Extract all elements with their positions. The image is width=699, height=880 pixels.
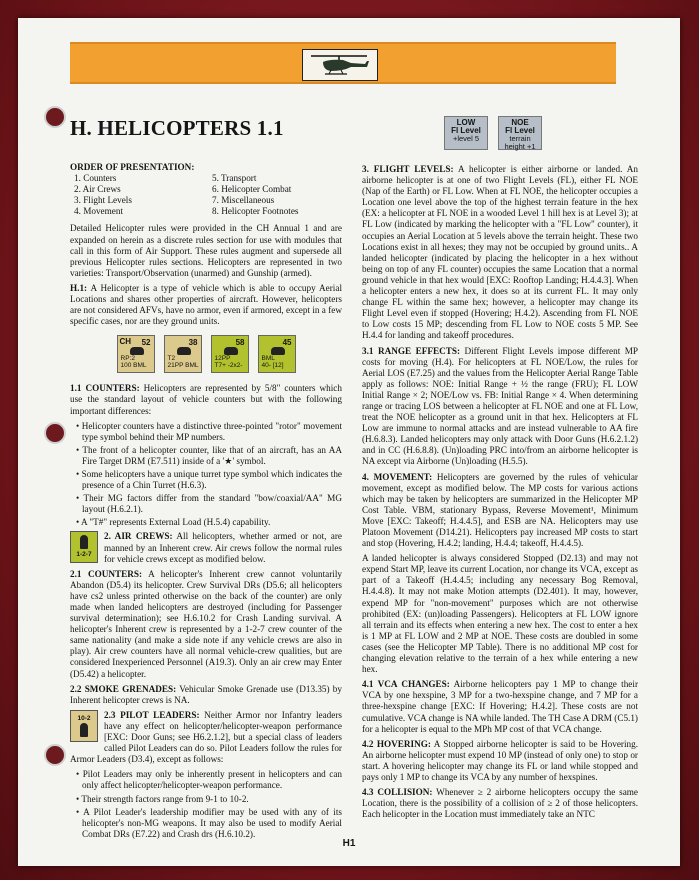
counter-stat: 40- (261, 362, 271, 370)
fl-noe-line1: NOE (511, 118, 529, 127)
binder-hole-bottom (44, 744, 66, 766)
toc-item: 1. Counters (74, 173, 117, 184)
air-crews-paragraph (70, 531, 342, 564)
counter-stat: -2x2- (227, 362, 243, 370)
toc-item: 2. Air Crews (74, 184, 121, 195)
toc-item: 6. Helicopter Combat (212, 184, 292, 195)
list-item: • Some helicopters have a unique turret type symbol which indicates the presence of a Chin Turret (H.6.3). (76, 468, 342, 491)
h11-text: A Helicopter is a type of vehicle which is able to occupy Aerial Locations and shares other properties of aircraft. However, helicopters are not considered AFVs, have no armor, even if armored, except in a few specific cases, nor are they ground units. (70, 282, 342, 327)
flight-levels-paragraph (362, 164, 638, 342)
toc-list (70, 173, 342, 217)
flight-levels-label: 3. FLIGHT LEVELS: (362, 164, 454, 174)
toc-item: 5. Transport (212, 173, 257, 184)
helicopter-icon (302, 49, 378, 81)
pilot-label: 2.3 PILOT LEADERS: (104, 709, 200, 720)
toc-item: 7. Miscellaneous (212, 195, 275, 206)
crew-counter (70, 531, 98, 563)
vca-label: 4.1 VCA CHANGES: (362, 679, 450, 690)
fl-noe-line3: terrain height +1 (504, 134, 536, 151)
helicopter-icon (271, 347, 285, 355)
crew-figure-icon (80, 535, 88, 549)
movement-paragraph-2: A landed helicopter is always considered Stopped (D2.13) and may not expend Start MP, leave its current Location, nor change its VCA, except as part of a Takeoff (H.4.4.5; including any necessary Bog Removal, H.4.4.8). It may not make Motion attempts (D2.401). It may, however, expend MP for "non-movement" purposes which are not otherwise prohibited (EX: (un)loading Passengers). Helicopters at FL LOW ignore all terrain and its effects when entering a new hex. The cost to enter a hex is 1 MP at FL LOW and 2 MP at NOE. These costs are doubled in some cases (see the Helicopter MP Table). There is no additional MP cost for changing elevation relative to the terrain of a hex while entering a new hex. (362, 553, 638, 675)
helicopter-counter (117, 335, 155, 373)
movement-text: Helicopters are governed by the rules of vehicular movement, except as modified below. The MP costs for various actions which may be taken by helicopters are summarized in the Helicopter MP Cost Table. VBM, stationary Bypass, Reverse Movement¹, Minimum Move [EXC: Takeoff; H.4.4.5], and ESB are NA. Helicopters may use Platoon Movement (D14.21). Helicopters pay increased MP costs to start and stop (Hovering, H.4.2; landing, H.4.4; takeoff, H.4.4.5). (362, 471, 638, 549)
c11-text: Helicopters are represented by 5/8" counters which use the standard layout of vehicle counters but with the following important differences: (70, 383, 342, 416)
pilot-leader-label: 10-2 (77, 714, 91, 722)
list-item: • The front of a helicopter counter, like that of an aircraft, has an AA Fire Target DRM (E7.511) inside of a '★' symbol. (76, 444, 342, 466)
left-column (70, 140, 342, 842)
collision-text: Whenever ≥ 2 airborne helicopters occupy the same Location, there is the possibility of a collision of ≥ 2 of those helicopters. Each helicopter in the Location must immediately take an NTC (362, 787, 638, 820)
list-item: • A Pilot Leader's leadership modifier may be used with any of its helicopter's non-MG weapons. It may also be used to modify Aerial Combat DRs (E7.22) and Crash drs (H.6.10.2). (76, 806, 342, 839)
counter-target: 58 (235, 338, 245, 348)
fl-low-line2: Fl Level (451, 126, 481, 135)
range-paragraph (362, 346, 638, 468)
pilot-paragraph (70, 710, 342, 765)
counter-stat: T2 (167, 355, 176, 363)
helicopter-counter (211, 335, 249, 373)
helicopter-counter (164, 335, 202, 373)
counter-label: CH (119, 337, 132, 347)
c11-paragraph (70, 383, 342, 416)
helicopter-icon-graphic (303, 50, 376, 79)
c21-text: A helicopter's Inherent crew cannot voluntarily Abandon (D5.4) its helicopter. Crew Survival DRs (D5.6; all helicopters have cs2 unless printed otherwise on the back of the counter) are only made when landed helicopters are destroyed (including for Passenger survival determination); see H.6.10.2 for Crash Landing survival. A helicopter's Inherent crew is represented by a 1-2-7 crew counter of the same nationality (and make a side note if any vehicle crews are also in play). Air crew counters have all normal vehicle-crew qualities, but are considered Inexperienced Personnel (A19.3). Only an air crew may Enter (D5.42) a helicopter. (70, 568, 342, 679)
toc-item: 8. Helicopter Footnotes (212, 206, 299, 217)
counter-stats (262, 355, 284, 369)
counter-stat: BML (261, 355, 275, 363)
movement-label: 4. MOVEMENT: (362, 471, 433, 482)
counter-target: 52 (141, 338, 151, 348)
hovering-label: 4.2 HOVERING: (362, 738, 431, 749)
counter-stat: BML (185, 362, 199, 370)
fl-low-line3: +level 5 (452, 134, 480, 143)
list-item: • Pilot Leaders may only be inherently present in helicopters and can only affect helicopter/helicopter-weapon performance. (76, 769, 342, 791)
counter-target: 38 (188, 338, 198, 348)
counter-stat: T7+ (214, 362, 226, 370)
h11-label: H.1: (70, 282, 88, 293)
counter-stat: RP:2 (120, 355, 135, 363)
fl-low-line1: LOW (456, 118, 476, 127)
rulebook-page (18, 18, 680, 866)
c11-label: 1.1 COUNTERS: (70, 383, 140, 394)
counter-stat: BML (133, 362, 147, 370)
flight-level-counters (444, 116, 542, 150)
air-crews-text: All helicopters, whether armed or not, are manned by an Inherent crew. Air crews follow the normal rules for vehicle crews except as modified below. (104, 531, 342, 564)
helicopter-icon (177, 347, 191, 355)
collision-label: 4.3 COLLISION: (362, 787, 433, 798)
counter-stats (121, 355, 147, 369)
smoke-paragraph (70, 684, 342, 706)
crew-counter-label: 1-2-7 (76, 551, 92, 559)
hovering-text: A Stopped airborne helicopter is said to be Hovering. An airborne helicopter must expend 10 MP (instead of only one) to stop or start. A hovering helicopter may change its FL or land while stopped and pays only 1 MP to change its VCA by any number of hexspines. (362, 738, 638, 782)
smoke-text: Vehicular Smoke Grenade use (D13.35) by Inherent helicopter crews is NA. (70, 683, 342, 705)
c21-label: 2.1 COUNTERS: (70, 568, 143, 579)
counter-stats (215, 355, 243, 369)
list-item: • Helicopter counters have a distinctive three-pointed "rotor" movement type symbol behind their MP numbers. (76, 420, 342, 442)
fl-noe-line2: Fl Level (505, 126, 535, 135)
range-text: Different Flight Levels impose different MP costs for moving (H.4). For helicopters at FL NOE/Low, the rules for Aerial LOS (E7.25) and the values from the Helicopter Aerial Range Table apply as follows: NOE: Initial Range + ½ the range (FRU); FL LOW Initial Range × 2; NOE/Low vs. FB: Initial Range × 4. When determining range or tracing LOS between a helicopter at FL NOE and one at FL Low, treat the NOE helicopter as a ground unit in that hex. Helicopters at FL Low are immune to normal attacks and are instead vulnerable to AA fire (H.6.8.3). Landed helicopters may only attack with Door Guns (H.6.2.1.2) and in CC (H.6.8.8). (Un)loading PRC into/from an airborne helicopter is NA except via Airborne (Un)loading (H.5.5). (362, 345, 638, 467)
binder-hole-middle (44, 422, 66, 444)
collision-paragraph (362, 787, 638, 820)
pilot-figure-icon (80, 723, 88, 737)
counter-stats (168, 355, 199, 369)
binder-hole-top (44, 106, 66, 128)
right-column (362, 164, 638, 824)
pilot-text: Neither Armor nor Infantry leaders have any effect on helicopter/helicopter-weapon performance [EXC: Door Guns; see H6.2.1.2], but a special class of leaders called Pilot Leaders can do so. Pilot Leaders follow the rules for Armor Leaders (D3.4), except as follows: (70, 709, 342, 765)
fl-noe-counter (498, 116, 542, 150)
air-crews-label: 2. AIR CREWS: (104, 531, 173, 542)
c21-paragraph (70, 569, 342, 680)
list-item: • A "T#" represents External Load (H.5.4) capability. (76, 517, 271, 528)
counter-target: 45 (282, 338, 292, 348)
vca-text: Airborne helicopters pay 1 MP to change their VCA by one hexspine, 3 MP for a two-hexspine change, and 7 MP for a three-hexspine change [EXC: If Hovering; H.4.2]. These costs are not cumulative. VCA change is NA while landed. The TH Case A DRM (C5.1) for a helicopter is equal to the MPh MP cost of that VCA change. (362, 679, 639, 734)
toc-item: 3. Flight Levels (74, 195, 132, 206)
range-label: 3.1 RANGE EFFECTS: (362, 345, 460, 356)
flight-levels-text: A helicopter is either airborne or landed. An airborne helicopter is at one of two Flight Levels (FL), either FL NOE (Nap of the Earth) or FL Low. When at FL NOE, the helicopter occupies a Location one level above the top of the highest terrain feature in the hex (EX: a helicopter at FL NOE in a wooded Level 1 hill hex is at Level 3); at FL Low (indicated by marking the helicopter with a "FL Low" counter), it occupies an Aerial Location at 5 levels above the terrain height. These two Locations exist in all hexes; they may not be occupied by ground units.. A landed helicopter (indicated by placing the helicopter in a hex without being on top of any FL counter) occupies the same Location that a normal ground vehicle in that hex would [EXC: Rooftop Landing; H.4.4.3]. When a helicopter enters a new hex, it does so at its current FL. It may only change FL within the same hex; however, a helicopter may change its Flight Level even if stopped (Hovering; H.4.2). Ascending from FL NOE to Low costs 15 MP; descending from FL Low to NOE costs 5 MP. See H.4.4 for landing and takeoff procedures. (362, 164, 638, 341)
helicopter-icon (224, 347, 238, 355)
smoke-label: 2.2 SMOKE GRENADES: (70, 683, 177, 694)
intro-paragraph: Detailed Helicopter rules were provided in the CH Annual 1 and are expanded on herein as a discrete rules section for use with modules that call in this form of Air Support. These rules augment and supersede all previous Helicopter rules sections. Helicopters are represented in two varieties: Transport/Observation (unarmed) and Gunship (armed). (70, 223, 342, 278)
h11-paragraph (70, 283, 342, 327)
counter-stat: [12] (272, 362, 284, 370)
helicopter-counter (258, 335, 296, 373)
fl-low-counter (444, 116, 488, 150)
list-item: • Their strength factors range from 9-1 to 10-2. (76, 793, 249, 804)
toc-heading: ORDER OF PRESENTATION: (70, 162, 195, 172)
toc-item: 4. Movement (74, 206, 123, 217)
pilot-leader-counter (70, 710, 98, 742)
movement-paragraph (362, 472, 638, 550)
helicopter-icon (130, 347, 144, 355)
hovering-paragraph (362, 739, 638, 783)
list-item: • Their MG factors differ from the standard "bow/coaxial/AA" MG layout (H.6.2.1). (76, 493, 342, 515)
vca-paragraph (362, 679, 638, 734)
helicopter-counters-row (70, 335, 342, 373)
counter-stat: 21PP (167, 362, 184, 370)
header-banner (70, 42, 616, 84)
page-number: H1 (342, 838, 356, 849)
page-title: H. HELICOPTERS 1.1 (70, 116, 284, 140)
counter-stat: 12PP (214, 355, 231, 363)
counter-stat: 100 (120, 362, 132, 370)
